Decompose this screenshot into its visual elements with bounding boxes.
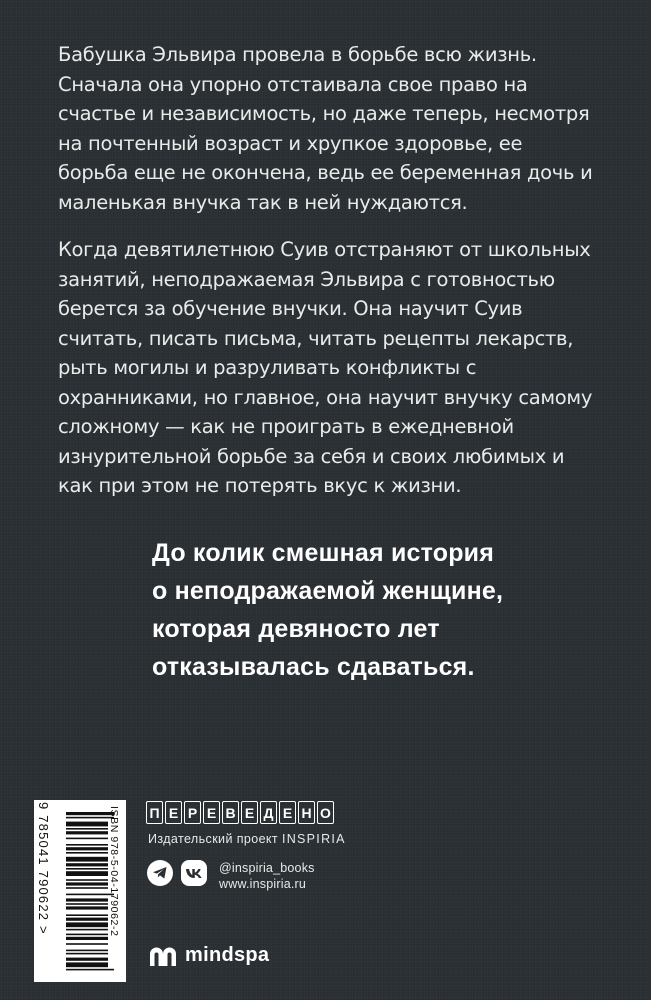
isbn-label: ISBN 978-5-04-179062-2	[108, 806, 120, 937]
social-contacts	[219, 860, 315, 892]
social-icons	[147, 860, 207, 886]
series-letter: Е	[165, 801, 182, 824]
telegram-icon[interactable]	[147, 860, 173, 886]
tagline-line: которая девяносто лет	[152, 615, 440, 643]
publisher-logo	[148, 944, 269, 967]
series-letter: П	[146, 801, 163, 824]
blurb-paragraph-1: Бабушка Эльвира провела в борьбе всю жизнь. Сначала она упорно отстаивала свое право на счастье и независимость, но даже теперь, несмотря на почтенный возраст и хрупкое здоровье, ее борьба еще не окончена, ведь ее беременная дочь и маленькая внучка так в ней нуждаются.	[58, 43, 593, 214]
barcode-digits: 9 785041 790622 >	[36, 802, 51, 935]
publisher-project	[148, 832, 346, 846]
mindspa-logo-icon	[148, 945, 178, 967]
social-handle[interactable]: @inspiria_books	[219, 861, 315, 875]
vk-icon[interactable]	[181, 860, 207, 886]
blurb-paragraph-2: Когда девятилетнюю Суив отстраняют от школьных занятий, неподражаемая Эльвира с готовностью берется за обучение внучки. Она научит Суив считать, писать письма, читать рецепты лекарств, рыть могилы и разруливать конфликты с охранниками, но главное, она научит внучку самому сложному — как не проиграть в ежедневной изнурительной борьбе за себя и своих любимых и как при этом не потерять вкус к жизни.	[58, 238, 593, 497]
series-letter: Д	[260, 801, 277, 824]
series-letter: Е	[279, 801, 296, 824]
tagline-line: о неподражаемой женщине,	[152, 577, 504, 605]
series-letter: Е	[203, 801, 220, 824]
series-letter: Н	[298, 801, 315, 824]
series-letter: В	[222, 801, 239, 824]
tagline-line: До колик смешная история	[152, 539, 495, 567]
series-logo-pereve-deno	[146, 801, 334, 824]
series-letter: О	[317, 801, 334, 824]
series-letter: Р	[184, 801, 201, 824]
website-link[interactable]: www.inspiria.ru	[219, 877, 307, 891]
project-prefix: Издательский проект	[148, 832, 279, 846]
blurb-text	[58, 40, 598, 519]
mindspa-wordmark: mindspa	[185, 944, 270, 966]
project-brand: INSPIRIA	[281, 832, 346, 846]
barcode	[34, 800, 126, 982]
tagline-line: отказывалась сдаваться.	[152, 653, 475, 681]
tagline	[152, 534, 622, 686]
barcode-text	[34, 800, 126, 982]
series-letter: Е	[241, 801, 258, 824]
